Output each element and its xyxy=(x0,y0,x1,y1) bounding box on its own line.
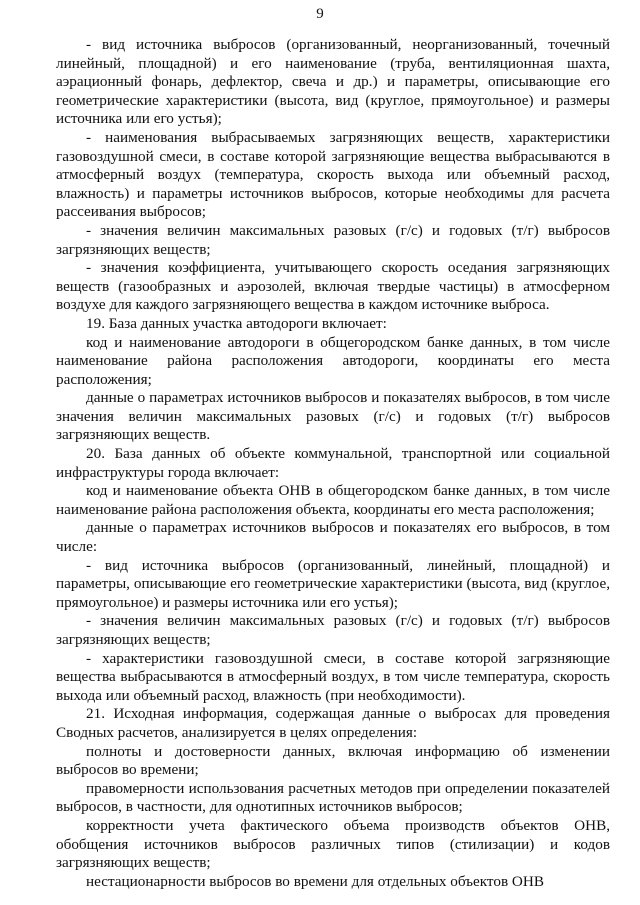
paragraph: полноты и достоверности данных, включая информацию об изменении выбросов во времени; xyxy=(56,742,610,779)
paragraph: 20. База данных об объекте коммунальной, транспортной или социальной инфраструктуры города включает: xyxy=(56,445,610,481)
paragraph: - значения величин максимальных разовых (г/с) и годовых (т/г) выбросов загрязняющих веществ; xyxy=(56,221,610,258)
paragraph: 21. Исходная информация, содержащая данные о выбросах для проведения Сводных расчетов, анализируется в целях определения: xyxy=(56,705,610,741)
paragraph: правомерности использования расчетных методов при определении показателей выбросов, в частности, для однотипных источников выбросов; xyxy=(56,779,610,816)
paragraph: нестационарности выбросов во времени для отдельных объектов ОНВ xyxy=(86,872,544,890)
paragraph: данные о параметрах источников выбросов и показателях выбросов, в том числе значения величин максимальных разовых (г/с) и годовых (т/г) выбросов загрязняющих веществ. xyxy=(56,389,610,444)
paragraph: корректности учета фактического объема производств объектов ОНВ, обобщения источников выбросов различных типов (стилизации) и кодов загрязняющих веществ; xyxy=(56,816,610,872)
document-body xyxy=(56,36,610,891)
paragraph: - характеристики газовоздушной смеси, в составе которой загрязняющие вещества выбрасываются в атмосферный воздух, в том числе температура, скорость выхода или объемный расход, влажность (при необходимости). xyxy=(56,649,610,704)
paragraph: - наименования выбрасываемых загрязняющих веществ, характеристики газовоздушной смеси, в составе которой загрязняющие вещества выбрасываются в атмосферный воздух (температура, скорость выхода или объемный расход, влажность) и параметры источников выбросов, которые необходимы для расчета рассеивания выбросов; xyxy=(56,128,610,221)
paragraph: данные о параметрах источников выбросов и показателях его выбросов, в том числе: xyxy=(56,519,610,556)
paragraph: - значения величин максимальных разовых (г/с) и годовых (т/г) выбросов загрязняющих веществ; xyxy=(56,612,610,648)
page-number: 9 xyxy=(316,6,324,22)
paragraph: код и наименование автодороги в общегородском банке данных, в том числе наименование района расположения автодороги, координаты его места расположения; xyxy=(56,333,610,388)
paragraph: 19. База данных участка автодороги включает: xyxy=(86,314,387,332)
paragraph: - вид источника выбросов (организованный, линейный, площадной) и параметры, описывающие его геометрические характеристики (высота, вид (круглое, прямоугольное) и размеры источника или его устья); xyxy=(56,556,610,611)
paragraph: - вид источника выбросов (организованный, неорганизованный, точечный линейный, площадной) и его наименование (труба, вентиляционная шахта, аэрационный фонарь, дефлектор, свеча и др.) и параметры, описывающие его геометрические характеристики (высота, вид (круглое, прямоугольное) и размеры источника или его устья); xyxy=(56,36,610,128)
paragraph: - значения коэффициента, учитывающего скорость оседания загрязняющих веществ (газообразных и аэрозолей, включая твердые частицы) в атмосферном воздухе для каждого загрязняющего вещества в каждом источнике выброса. xyxy=(56,259,610,314)
paragraph: код и наименование объекта ОНВ в общегородском банке данных, в том числе наименование района расположения объекта, координаты его места расположения; xyxy=(56,482,610,518)
